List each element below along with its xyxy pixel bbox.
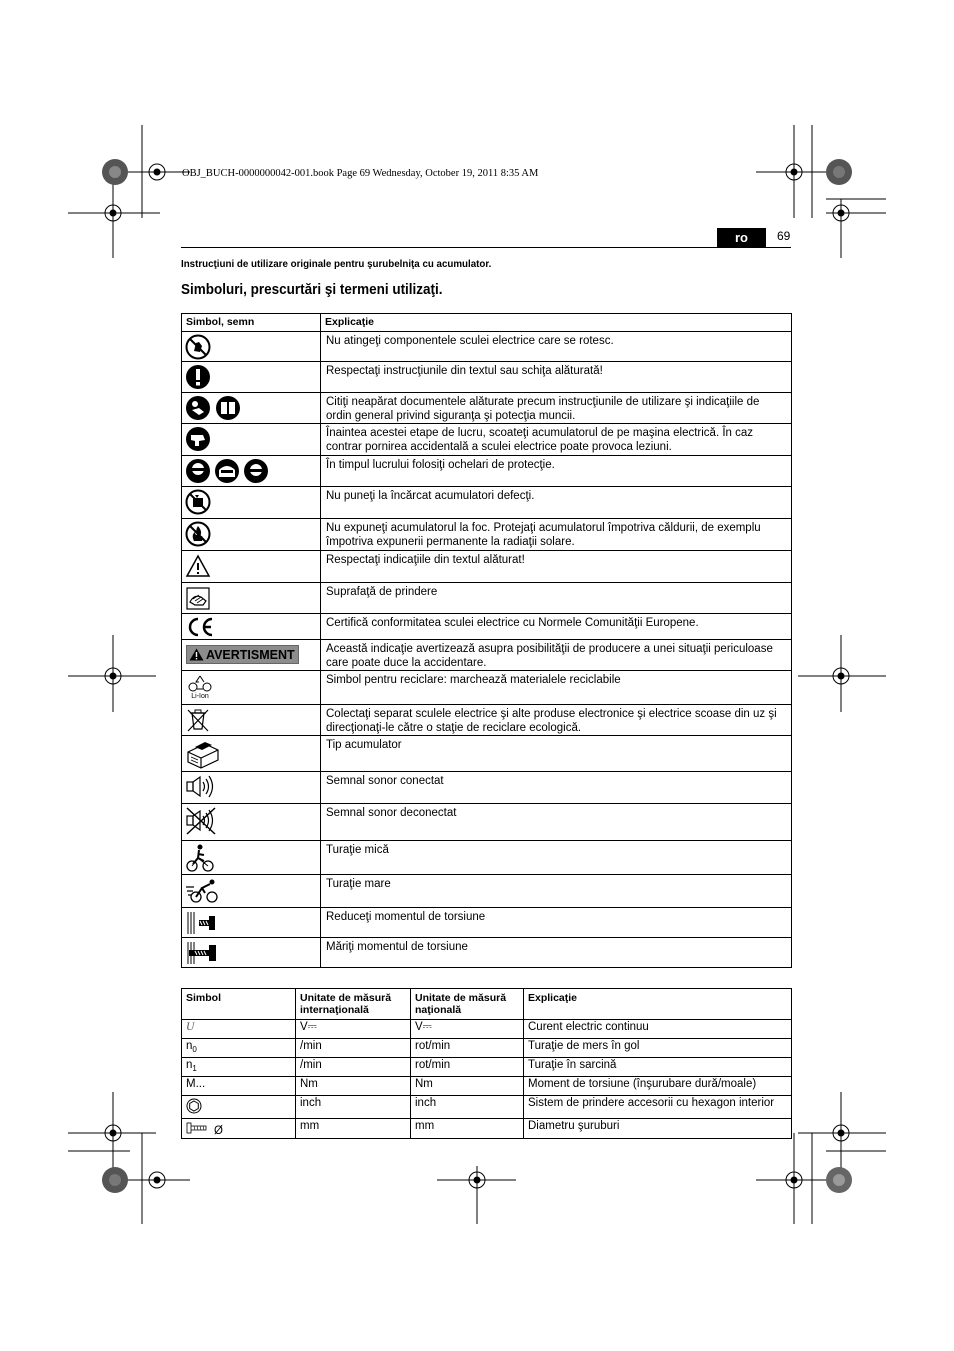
column-header-symbol: Simbol xyxy=(182,989,296,1020)
table-row xyxy=(182,393,792,424)
unit-explanation: Diametru şuruburi xyxy=(524,1119,792,1139)
page-number: 69 xyxy=(777,229,791,243)
table-row xyxy=(182,1020,792,1039)
unit-explanation: Moment de torsiune (înşurubare dură/moale) xyxy=(524,1077,792,1096)
symbol-explanation: Certifică conformitatea sculei electrice cu Normele Comunităţii Europene. xyxy=(321,614,792,640)
battery-type-icon xyxy=(185,738,221,770)
table-row xyxy=(182,1039,792,1058)
unit-symbol: M... xyxy=(182,1077,296,1096)
crossed-bin-icon xyxy=(185,707,211,733)
table-row xyxy=(182,772,792,804)
remove-battery-icon xyxy=(185,426,211,452)
table-row xyxy=(182,841,792,875)
symbol-explanation: Semnal sonor conectat xyxy=(321,772,792,804)
symbol-explanation: Simbol pentru reciclare: marchează materialele reciclabile xyxy=(321,671,792,705)
no-fire-battery-icon xyxy=(185,521,211,547)
national-unit: inch xyxy=(411,1096,524,1119)
symbol-explanation: Semnal sonor deconectat xyxy=(321,804,792,841)
unit-symbol: Ø xyxy=(214,1125,223,1137)
ce-mark-icon xyxy=(185,616,215,638)
international-unit: V⎓ xyxy=(296,1020,411,1039)
unit-explanation: Turaţie în sarcină xyxy=(524,1058,792,1077)
table-row xyxy=(182,519,792,551)
protective-glasses-icon xyxy=(185,458,269,484)
symbol-explanation: Nu expuneţi acumulatorul la foc. Protejaţi acumulatorul împotriva căldurii, de exemplu împotriva expunerii permanente la radiaţii solare. xyxy=(321,519,792,551)
table-row xyxy=(182,424,792,456)
increase-torque-icon xyxy=(185,940,219,966)
symbols-table xyxy=(181,313,792,968)
symbol-explanation: Turaţie mică xyxy=(321,841,792,875)
symbol-explanation: În timpul lucrului folosiţi ochelari de protecţie. xyxy=(321,456,792,487)
national-unit: mm xyxy=(411,1119,524,1139)
reduce-torque-icon xyxy=(185,910,219,936)
table-row xyxy=(182,938,792,968)
symbol-explanation: Reduceţi momentul de torsiune xyxy=(321,908,792,938)
international-unit: /min xyxy=(296,1058,411,1077)
symbol-explanation: Suprafaţă de prindere xyxy=(321,583,792,614)
symbol-explanation: Nu puneţi la încărcat acumulatori defecţi. xyxy=(321,487,792,519)
screw-diameter-icon xyxy=(186,1122,208,1134)
table-row xyxy=(182,1096,792,1119)
column-header-international-unit: Unitate de măsură internaţională xyxy=(296,989,411,1020)
column-header-symbol: Simbol, semn xyxy=(182,314,321,332)
symbol-explanation: Respectaţi indicaţiile din textul alăturat! xyxy=(321,551,792,583)
column-header-explanation: Explicaţie xyxy=(321,314,792,332)
national-unit: V⎓ xyxy=(411,1020,524,1039)
symbol-explanation: Această indicaţie avertizează asupra posibilităţii de producere a unei situaţii periculoase care poate duce la accidentare. xyxy=(321,640,792,671)
international-unit: Nm xyxy=(296,1077,411,1096)
table-row xyxy=(182,551,792,583)
section-title: Simboluri, prescurtări şi termeni utilizaţi. xyxy=(181,282,443,298)
symbol-explanation: Citiţi neapărat documentele alăturate precum instrucţiunile de utilizare şi indicaţiile de ordin general privind siguranţa şi potecţia muncii. xyxy=(321,393,792,424)
unit-symbol: U xyxy=(186,1021,195,1033)
national-unit: rot/min xyxy=(411,1039,524,1058)
avertisment-icon xyxy=(186,645,299,664)
column-header-explanation: Explicaţie xyxy=(524,989,792,1020)
recycle-li-ion-icon xyxy=(185,675,215,700)
symbol-explanation: Înaintea acestei etape de lucru, scoateţi acumulatorul de pe maşina electrică. În caz contrar pornirea accidentală a sculei electrice poate provoca leziuni. xyxy=(321,424,792,456)
table-row xyxy=(182,736,792,772)
table-row xyxy=(182,640,792,671)
li-ion-label: Li-Ion xyxy=(191,693,209,700)
table-row xyxy=(182,1058,792,1077)
symbol-explanation: Colectaţi separat sculele electrice şi alte produse electronice şi electrice scoase din uz şi direcţionaţi-le către o staţie de reciclare ecologică. xyxy=(321,705,792,736)
unit-explanation: Sistem de prindere accesorii cu hexagon interior xyxy=(524,1096,792,1119)
table-header-row xyxy=(182,314,792,332)
hexagon-socket-icon xyxy=(186,1098,202,1114)
warning-triangle-icon xyxy=(189,648,204,661)
table-header-row xyxy=(182,989,792,1020)
high-speed-icon xyxy=(185,877,219,905)
table-row xyxy=(182,1077,792,1096)
unit-explanation: Curent electric continuu xyxy=(524,1020,792,1039)
sound-on-icon xyxy=(185,774,217,800)
exclamation-icon xyxy=(185,364,211,390)
table-row xyxy=(182,487,792,519)
avertisment-label: AVERTISMENT xyxy=(206,647,295,662)
symbol-explanation: Turaţie mare xyxy=(321,875,792,908)
table-row xyxy=(182,875,792,908)
symbol-explanation: Nu atingeţi componentele sculei electrice care se rotesc. xyxy=(321,332,792,362)
recycle-arrows-icon xyxy=(188,675,212,693)
symbol-explanation: Măriţi momentul de torsiune xyxy=(321,938,792,968)
header-rule xyxy=(181,247,791,248)
document-subtitle: Instrucţiuni de utilizare originale pentru şurubelniţa cu acumulator. xyxy=(181,258,492,270)
read-manual-icon xyxy=(185,395,241,421)
unit-symbol-subscript: 1 xyxy=(192,1064,197,1073)
unit-symbol: n xyxy=(186,1040,193,1052)
international-unit: mm xyxy=(296,1119,411,1139)
no-touch-rotating-icon xyxy=(185,334,211,360)
table-row xyxy=(182,671,792,705)
table-row xyxy=(182,1119,792,1139)
sound-off-icon xyxy=(185,806,217,836)
international-unit: inch xyxy=(296,1096,411,1119)
low-speed-icon xyxy=(185,843,215,873)
table-row xyxy=(182,705,792,736)
unit-symbol-subscript: 0 xyxy=(192,1045,197,1054)
unit-explanation: Turaţie de mers în gol xyxy=(524,1039,792,1058)
grip-surface-icon xyxy=(185,585,211,611)
table-row xyxy=(182,614,792,640)
symbol-explanation: Tip acumulator xyxy=(321,736,792,772)
table-row xyxy=(182,908,792,938)
language-badge: ro xyxy=(717,228,766,247)
warning-triangle-icon xyxy=(185,553,211,579)
table-row xyxy=(182,362,792,393)
table-row xyxy=(182,332,792,362)
printer-line: OBJ_BUCH-0000000042-001.book Page 69 Wednesday, October 19, 2011 8:35 AM xyxy=(182,168,539,179)
column-header-national-unit: Unitate de măsură naţională xyxy=(411,989,524,1020)
national-unit: Nm xyxy=(411,1077,524,1096)
table-row xyxy=(182,456,792,487)
national-unit: rot/min xyxy=(411,1058,524,1077)
units-table xyxy=(181,988,792,1139)
table-row xyxy=(182,583,792,614)
symbol-explanation: Respectaţi instrucţiunile din textul sau schiţa alăturată! xyxy=(321,362,792,393)
international-unit: /min xyxy=(296,1039,411,1058)
table-row xyxy=(182,804,792,841)
no-charge-defective-icon xyxy=(185,489,211,515)
unit-symbol: n xyxy=(186,1059,193,1071)
